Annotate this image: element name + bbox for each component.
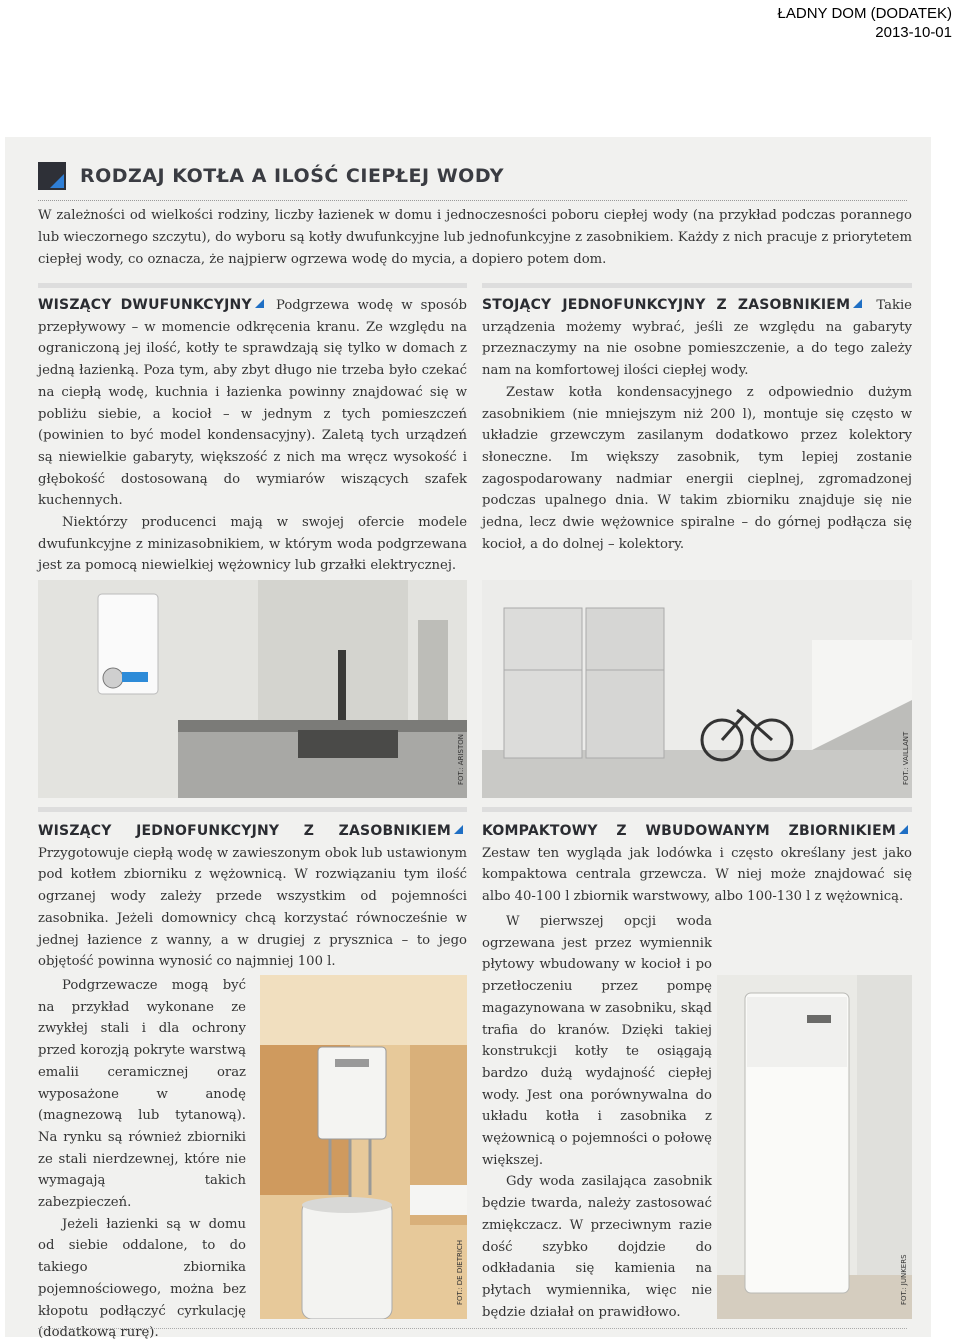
section-marker-icon [38, 162, 66, 190]
pointer-icon [255, 299, 264, 308]
box-stojacy-jednofunkcyjny [482, 295, 912, 555]
box-wiszacy-jednofunkcyjny [38, 821, 467, 973]
bottom-divider [38, 1328, 907, 1329]
box-divider [482, 807, 912, 812]
pointer-icon [899, 825, 908, 834]
box-divider [38, 807, 467, 812]
section-title [38, 162, 504, 190]
box-paragraph: Gdy woda zasilająca zasobnik będzie twarda, należy zastosować zmiękczacz. W przeciwnym razie dość szybko dojdzie do odkładania się kamienia na płytach wymiennika, więc nie będzie działał on prawidłowo. [482, 1174, 712, 1320]
box-heading: WISZĄCY JEDNOFUNKCYJNY Z ZASOBNIKIEM [38, 823, 451, 839]
photo-credit: FOT.: ARISTON [457, 734, 465, 785]
article-page [5, 137, 931, 1341]
box-paragraph: Takie urządzenia możemy wybrać, jeśli ze względu na gabaryty przeznaczymy na nie osobne pomieszczenie, a do tego zależy nam na komfortowej ilości ciepłej wody. [482, 298, 912, 379]
photo-compact-unit-graphic [717, 975, 912, 1319]
photo-kitchen-boiler-graphic [38, 580, 467, 798]
photo-compact-unit [717, 975, 912, 1319]
box-paragraph: Przygotowuje ciepłą wodę w zawieszonym obok lub ustawionym pod kotłem zbiorniku z wężownicą. W rozwiązaniu tym ilość ogrzanej wody zależy przede wszystkim od pojemności zasobnika. Jeżeli domownicy chcą korzystać równocześnie w jednej łazience z wanny, a w drugiej z prysznica – to jego objętość powinna wynosić co najmniej 100 l. [38, 845, 467, 970]
publication-date: 2013-10-01 [875, 24, 952, 41]
photo-standing-boilers-graphic [482, 580, 912, 798]
box-heading: WISZĄCY DWUFUNKCYJNY [38, 297, 252, 313]
publication-name: ŁADNY DOM (DODATEK) [777, 5, 952, 22]
box-divider [482, 283, 912, 288]
box-heading: KOMPAKTOWY Z WBUDOWANYM ZBIORNIKIEM [482, 823, 896, 839]
section-title-text: RODZAJ KOTŁA A ILOŚĆ CIEPŁEJ WODY [80, 165, 504, 187]
pointer-icon [853, 299, 862, 308]
box-kompaktowy-cont [482, 911, 712, 1323]
box-wiszacy-dwufunkcyjny [38, 295, 467, 577]
photo-credit: FOT.: VAILLANT [902, 731, 910, 785]
box-paragraph: Podgrzewacze mogą być na przykład wykonane ze zwykłej stali i dla ochrony przed korozją pokryte warstwą emalii ceramicznej oraz wyposażone w anodę (magnezową lub tytanową). Na rynku są również zbiorniki ze stali nierdzewnej, które nie wymagają takich zabezpieczeń. [38, 978, 246, 1211]
box-paragraph: Jeżeli łazienki są w domu od siebie oddalone, to do takiego zbiornika pojemnościowego, można bez kłopotu podłączyć cyrkulację (dodatkową rurę). [38, 1216, 246, 1341]
box-paragraph: Podgrzewa wodę w sposób przepływowy – w momencie odkręcenia kranu. Ze względu na ograniczoną jej ilość, kotły te sprawdzają się tylko w domach z jedną łazienką. Poza tym, aby zbyt długo nie trzeba było czekać na ciepłą wodę, kuchnia i łazienka powinny znajdować się w pobliżu siebie, a kocioł – w jednym z tych pomieszczeń (powinien to być model kondensacyjny). Zaletą tych urządzeń są niewielkie gabaryty, większość z nich ma wręcz wysokość i głębokość dostosowaną do wymiarów wiszących szafek kuchennych. [38, 298, 467, 509]
box-divider [38, 283, 467, 288]
photo-credit: FOT.: DE DIETRICH [456, 1239, 464, 1305]
photo-bathroom-cylinder [260, 975, 467, 1319]
box-paragraph: Zestaw ten wygląda jak lodówka i często określany jest jako kompaktowa centrala grzewcza. W niej może znajdować się albo 40-100 l zbiornik warstwowy, albo 100-130 l z wężownicą. [482, 845, 912, 905]
box-paragraph: Niektórzy producenci mają w swojej ofercie modele dwufunkcyjne z minizasobnikiem, w którym woda podgrzewana jest za pomocą niewielkiej wężownicy lub grzałki elektrycznej. [38, 515, 467, 574]
box-paragraph: Zestaw kotła kondensacyjnego z odpowiednio dużym zasobnikiem (nie mniejszym niż 200 l), montuje się często w układzie grzewczym zasilanym dodatkowo przez kolektory słoneczne. Im większy zasobnik, tym lepiej zostanie zagospodarowany nadmiar energii cieplnej, zgromadzonej podczas upalnego dnia. W takim zbiorniku znajduje się nie jedna, lecz dwie wężownice spiralne – do górnej podłącza się kocioł, a do dolnej – kolektory. [482, 384, 912, 552]
photo-standing-boilers [482, 580, 912, 798]
photo-kitchen-boiler [38, 580, 467, 798]
photo-bathroom-cylinder-graphic [260, 975, 467, 1319]
section-intro: W zależności od wielkości rodziny, liczby łazienek w domu i jednoczesności poboru ciepłej wody (na przykład podczas porannego lub wieczornego szczytu), do wyboru są kotły dwufunkcyjne lub jednofunkcyjne z zasobnikiem. Każdy z nich pracuje z priorytetem ciepłej wody, co oznacza, że najpierw ogrzewa wodę do mycia, a dopiero potem dom. [38, 208, 912, 267]
box-heading: STOJĄCY JEDNOFUNKCYJNY Z ZASOBNIKIEM [482, 297, 851, 313]
box-kompaktowy [482, 821, 912, 908]
photo-credit: FOT.: JUNKERS [900, 1254, 908, 1305]
pointer-icon [454, 825, 463, 834]
title-divider [38, 200, 907, 201]
box-wiszacy-jednofunkcyjny-cont [38, 975, 246, 1342]
box-paragraph: W pierwszej opcji woda ogrzewana jest przez wymiennik płytowy wbudowany w kocioł i po przetłoczeniu przez pompę magazynowana w zasobniku, skąd trafia do kranów. Dzięki takiej konstrukcji kotły te osiągają bardzo dużą wydajność ciepłej wody. Jest ona porównywalna do układu kotła i zasobnika z wężownicą o pojemności o połowę większej. [482, 914, 712, 1168]
publication-header [778, 4, 952, 42]
